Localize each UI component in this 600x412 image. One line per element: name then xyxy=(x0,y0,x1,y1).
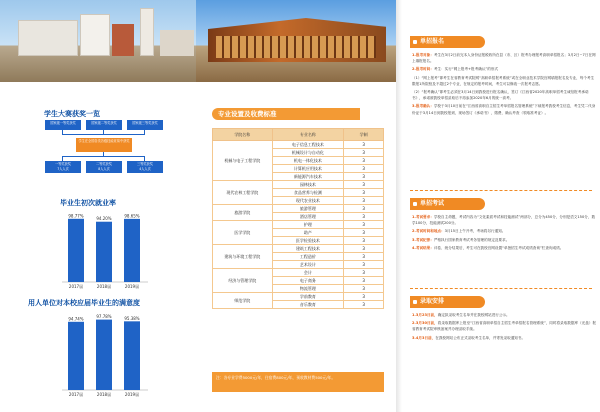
bar-value-label: 97.78% xyxy=(96,314,112,320)
paragraph-text: 评卷、统分结果后，考生可在我校官网设置“单独招生考试成绩查询”栏查询成绩。 xyxy=(433,245,564,250)
paragraph-text: 确定拟录取考生名单并在我校网站进行公示。 xyxy=(437,313,510,317)
bar-value-label: 98.65% xyxy=(124,213,140,219)
registration-section-tag: 单招报名 xyxy=(410,36,485,48)
major-cell: 机械设计与自动化 xyxy=(272,149,344,157)
major-cell: 工程造价 xyxy=(272,253,344,261)
college-cell: 经济与管理学院 xyxy=(213,269,273,293)
header-college: 学院名称 xyxy=(213,129,273,141)
bar-2017届 xyxy=(68,219,84,282)
college-cell: 建筑与环境工程学院 xyxy=(213,245,273,269)
paragraph-label: 3.4月3日前， xyxy=(412,335,436,340)
bar-value-label: 98.77% xyxy=(68,213,84,219)
duration-cell: 3 xyxy=(344,181,384,189)
duration-cell: 3 xyxy=(344,149,384,157)
paragraph xyxy=(412,66,596,72)
exam-text xyxy=(412,214,596,253)
tower-shape xyxy=(140,8,154,56)
award-center-box: 学生在全国各类各级技能竞赛中获奖 xyxy=(76,138,132,152)
duration-cell: 3 xyxy=(344,173,384,181)
page-fold xyxy=(396,0,402,412)
major-cell: 音乐教育 xyxy=(272,301,344,309)
duration-cell: 3 xyxy=(344,189,384,197)
major-cell: 旅游管理 xyxy=(272,205,344,213)
table-row xyxy=(213,221,384,229)
building-shape xyxy=(80,14,110,56)
table-row xyxy=(213,141,384,149)
paragraph xyxy=(412,320,596,332)
fee-note: 注：各专业学费5000元/年，住宿费800元/年，预收教材费500元/年。 xyxy=(212,372,384,392)
duration-cell: 3 xyxy=(344,285,384,293)
paragraph-text: 在我校网站公布正式录取考生名单，并寄发录取通知书。 xyxy=(435,335,526,340)
paragraph-label: 4.考试结果： xyxy=(412,245,434,250)
duration-cell: 3 xyxy=(344,205,384,213)
paragraph-text: 将录取数据库上报至“江西省高职单招自主招生考单招报名管理系统”，同时将录取数据库（光盘）报省教育考试院审核备案并办理录取手续。 xyxy=(412,321,597,332)
category-tick-label: 2018届 xyxy=(96,284,112,289)
major-cell: 会计 xyxy=(272,269,344,277)
table-row xyxy=(213,245,384,253)
paragraph-label: 1.报考对象： xyxy=(412,53,434,57)
exam-section-tag: 单招考试 xyxy=(410,198,485,210)
duration-cell: 3 xyxy=(344,277,384,285)
duration-cell: 3 xyxy=(344,293,384,301)
paragraph-label: 3.考试纪律： xyxy=(412,237,434,242)
major-cell: 助产 xyxy=(272,229,344,237)
paragraph-label: 2.3月30日前， xyxy=(412,321,438,326)
major-cell: 电子商务 xyxy=(272,277,344,285)
paragraph-label: 1.3月23日前， xyxy=(412,313,438,317)
bar-2019届 xyxy=(124,219,140,282)
paragraph-text: 考生：实行“网上报考+报考确认”的形式 xyxy=(433,67,499,72)
duration-cell: 3 xyxy=(344,197,384,205)
header-duration: 学制 xyxy=(344,129,384,141)
awards-title: 学生大赛获奖一览 xyxy=(44,110,100,118)
major-cell: 物流管理 xyxy=(272,285,344,293)
satisfaction-chart-title: 用人单位对本校应届毕业生的满意度 xyxy=(28,299,140,307)
table-row xyxy=(213,181,384,189)
major-cell: 食品营养与检测 xyxy=(272,189,344,197)
award-bottom-box-1: 一等奖获奖 7人人次 xyxy=(45,161,81,173)
duration-cell: 3 xyxy=(344,221,384,229)
category-tick-label: 2017届 xyxy=(68,392,84,397)
major-cell: 酒店管理 xyxy=(272,213,344,221)
college-cell: 医学学院 xyxy=(213,221,273,245)
major-cell: 现代农业技术 xyxy=(272,197,344,205)
paragraph-label: 3.报考确认： xyxy=(412,104,434,109)
award-top-box-1: 国家级一等奖获奖 xyxy=(45,120,81,130)
campus-photo-left xyxy=(0,0,196,82)
bar-value-label: 94.20% xyxy=(96,216,112,222)
building-shape xyxy=(18,20,78,56)
college-cell: 旅游学院 xyxy=(213,205,273,221)
major-cell: 护理 xyxy=(272,221,344,229)
category-tick-label: 2019届 xyxy=(124,284,140,289)
award-top-box-3: 国家级三等奖获奖 xyxy=(127,120,163,130)
duration-cell: 3 xyxy=(344,229,384,237)
award-top-box-2: 国家级二等奖获奖 xyxy=(86,120,122,130)
satisfaction-chart xyxy=(60,312,150,400)
major-cell: 计算机应用技术 xyxy=(272,165,344,173)
admission-text xyxy=(412,312,596,343)
paragraph-text: 3月15日上午开考，考场将另行通知。 xyxy=(444,229,506,234)
table-row xyxy=(213,293,384,301)
bar-2017届 xyxy=(68,322,84,390)
section-divider xyxy=(410,190,592,191)
paragraph xyxy=(412,89,596,101)
bar-value-label: 95.38% xyxy=(124,315,140,321)
college-cell: 师范学院 xyxy=(213,293,273,309)
employment-chart-title: 毕业生初次就业率 xyxy=(60,199,116,207)
category-tick-label: 2019届 xyxy=(124,392,140,397)
bar-value-label: 94.74% xyxy=(68,316,84,322)
paragraph-text: 学校于3月10日前在“江西省高职自主招生考单招报名管理系统”下载报考我校考生信息，考生凭二代身份证于3月14日到我校报到，现场签订《承诺书》，缴费，确认考查（领取准考证）。 xyxy=(412,104,596,115)
award-bottom-box-2: 二等奖获奖 8人人次 xyxy=(86,161,122,173)
registration-text xyxy=(412,52,596,118)
section-divider xyxy=(410,288,592,289)
paragraph-text: 严格执行国家教育考试考务管理的规定及要求。 xyxy=(433,237,510,242)
duration-cell: 3 xyxy=(344,245,384,253)
paragraph xyxy=(412,228,596,234)
paragraph xyxy=(412,335,596,341)
major-cell: 医学检验技术 xyxy=(272,237,344,245)
major-cell: 学前教育 xyxy=(272,293,344,301)
paragraph-text: （2）“报考确认”即考生必须在3月14日到我校进行报名确认，签订《江西省2020年高职单招考生诚信报考承诺书》，承诺被我校单招录取后不再参加2020年6月的统一高考。 xyxy=(412,90,589,101)
college-cell: 现代农林工程学院 xyxy=(213,181,273,205)
duration-cell: 3 xyxy=(344,157,384,165)
bar-2019届 xyxy=(124,321,140,390)
admission-section-tag: 录取安排 xyxy=(410,296,485,308)
major-cell: 新能源汽车技术 xyxy=(272,173,344,181)
employment-rate-chart xyxy=(60,212,150,292)
category-tick-label: 2017届 xyxy=(68,284,84,289)
paragraph xyxy=(412,214,596,226)
paragraph xyxy=(412,52,596,64)
duration-cell: 3 xyxy=(344,261,384,269)
duration-cell: 3 xyxy=(344,269,384,277)
connector-line xyxy=(62,156,145,157)
connector-line xyxy=(62,134,145,135)
majors-title: 专业设置及收费标准 xyxy=(212,108,360,120)
paragraph xyxy=(412,312,596,318)
duration-cell: 3 xyxy=(344,213,384,221)
paragraph-label: 2.报考时间： xyxy=(412,67,434,72)
duration-cell: 3 xyxy=(344,301,384,309)
major-cell: 艺术设计 xyxy=(272,261,344,269)
duration-cell: 3 xyxy=(344,165,384,173)
campus-photo-right xyxy=(196,0,396,82)
paragraph-text: 考生在3月2日前完本人身份证报税收所在县（市、区）报考办理报考高职单招报名；3月2日~7日在网上填报报名。 xyxy=(412,53,596,64)
paragraph xyxy=(412,245,596,251)
duration-cell: 3 xyxy=(344,141,384,149)
connector-line xyxy=(103,152,104,156)
award-bottom-box-3: 三等奖获奖 4人人次 xyxy=(127,161,163,173)
building-shape xyxy=(160,30,194,56)
building-shape xyxy=(112,24,134,56)
paragraph-text: （1）“网上报考”即考生在省教育考试院网“高职单招报考系统”或在全职业技术学院官网填报报名及专业，每个考生限报1所院校及不超过2个专业，在规定的报考时间，考生可以修改一次报考志愿。 xyxy=(412,75,595,86)
paragraph-label: 2.考试时间和地点： xyxy=(412,229,445,234)
major-cell: 园林技术 xyxy=(272,181,344,189)
paragraph-label: 1.考试要求： xyxy=(412,215,434,219)
bar-2018届 xyxy=(96,222,112,282)
category-tick-label: 2018届 xyxy=(96,392,112,397)
paragraph xyxy=(412,237,596,243)
paragraph xyxy=(412,103,596,115)
table-row xyxy=(213,205,384,213)
facade-shape xyxy=(216,36,376,58)
paragraph-text: 学校自主命题，考试内容为“文化素质考试和技能测试”两部分，总分为450分，分别是语文150分，数学100分，技能测试200分。 xyxy=(412,215,596,226)
paragraph xyxy=(412,75,596,87)
major-cell: 机电一体化技术 xyxy=(272,157,344,165)
bar-2018届 xyxy=(96,320,112,390)
duration-cell: 3 xyxy=(344,253,384,261)
table-row xyxy=(213,269,384,277)
majors-table xyxy=(212,128,384,309)
header-major: 专业名称 xyxy=(272,129,344,141)
major-cell: 建筑工程技术 xyxy=(272,245,344,253)
duration-cell: 3 xyxy=(344,237,384,245)
college-cell: 机械与电子工程学院 xyxy=(213,141,273,181)
major-cell: 电子信息工程技术 xyxy=(272,141,344,149)
